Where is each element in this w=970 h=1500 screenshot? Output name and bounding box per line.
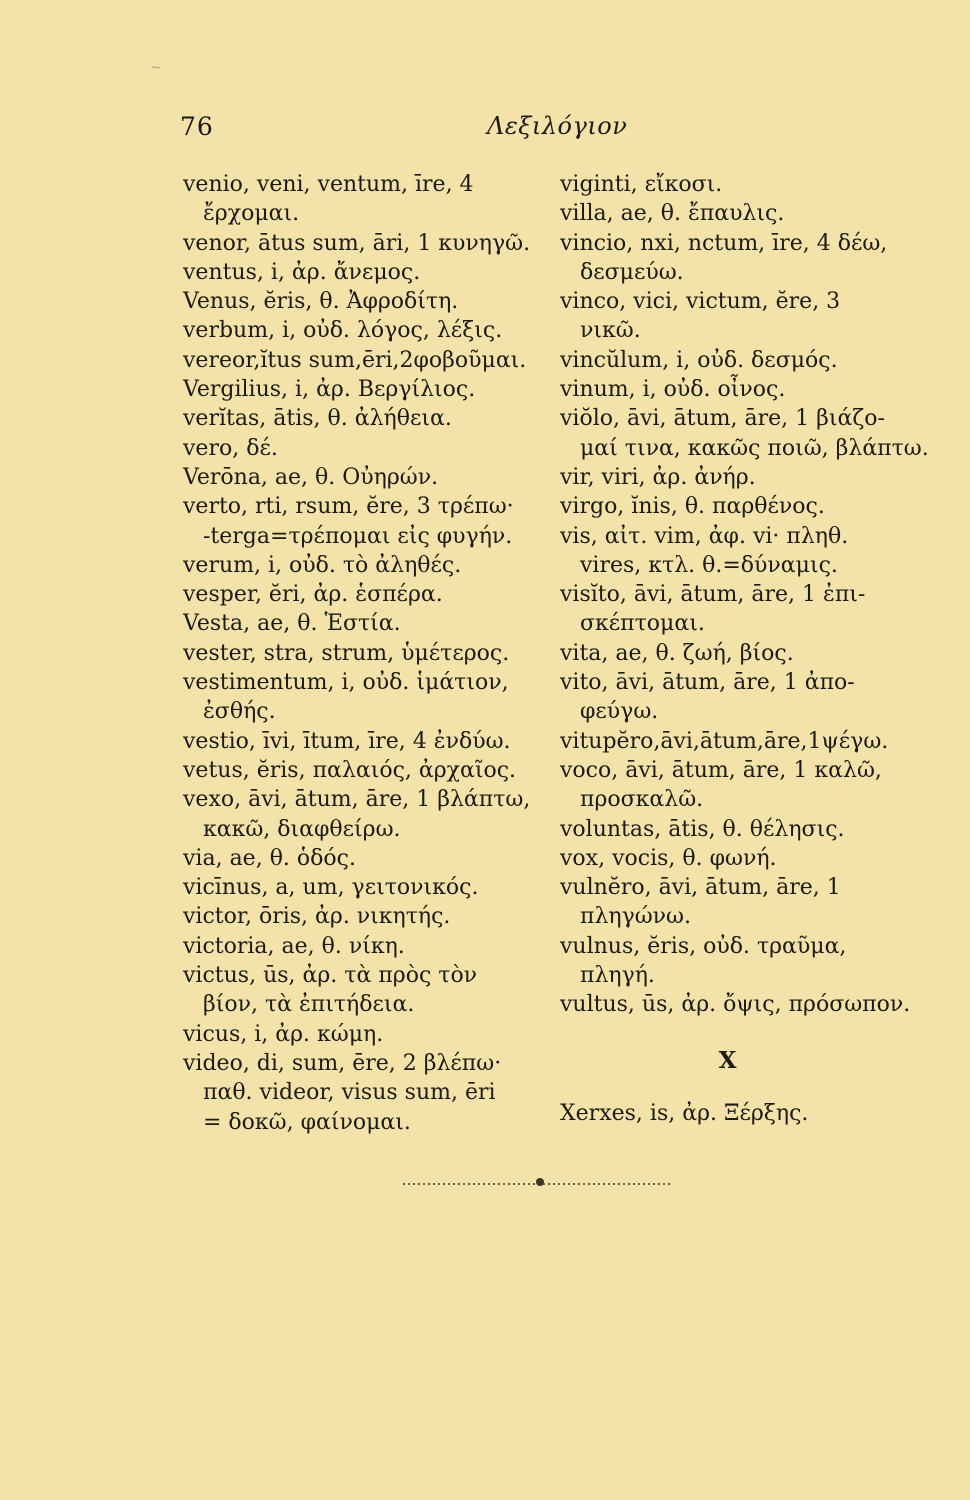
list-item (560, 844, 915, 873)
entry-headword-line: vicus, i, ἀρ. κώμη. (183, 1021, 384, 1047)
dictionary-entry (183, 404, 539, 433)
entry-headword-line: ventus, i, ἀρ. ἄνεμος. (183, 259, 421, 285)
dictionary-entry (183, 902, 539, 931)
entry-headword-line: vero, δέ. (183, 435, 278, 461)
entry-continuation-line: μαί τινα, κακῶς ποιῶ, βλάπτω. (580, 435, 929, 461)
dictionary-entry (560, 170, 915, 199)
dictionary-entry (183, 492, 539, 551)
entry-headword-line: venor, ātus sum, āri, 1 κυνηγῶ. (183, 230, 531, 256)
right-column (560, 170, 929, 1128)
entry-headword-line: vetus, ĕris, παλαιός, ἀρχαῖος. (183, 757, 517, 783)
dictionary-entry (560, 639, 915, 668)
list-item (183, 639, 539, 668)
entry-headword-line: venio, veni, ventum, īre, 4 (183, 172, 474, 197)
entry-headword-line: vulnus, ĕris, οὐδ. τραῦμα, (560, 933, 847, 959)
dictionary-entry (560, 844, 915, 873)
entry-continuation-line: = δοκῶ, φαίνομαι. (203, 1109, 411, 1135)
entry-continuation-line: πληγώνω. (580, 904, 691, 930)
list-item (183, 785, 539, 844)
dictionary-entry (183, 1049, 539, 1137)
entry-headword-line: vestio, īvi, ītum, īre, 4 ἐνδύω. (183, 728, 511, 754)
entry-headword-line: verum, i, οὐδ. τὸ ἀληθές. (183, 552, 462, 578)
entry-continuation-line: προσκαλῶ. (580, 787, 704, 813)
entry-headword-line: vito, āvi, ātum, āre, 1 ἀπο- (560, 670, 855, 696)
entry-continuation-line: νικῶ. (580, 318, 641, 344)
entry-headword-line: Verōna, ae, θ. Οὐηρών. (183, 464, 439, 490)
running-head: Λεξιλόγιον (487, 112, 628, 140)
entry-headword-line: vicīnus, a, um, γειτονικός. (183, 875, 479, 901)
dictionary-entry (560, 492, 915, 521)
entry-headword-line: virgo, ĭnis, θ. παρθένος. (560, 494, 825, 520)
list-item (560, 346, 915, 375)
dictionary-entry (560, 463, 915, 492)
entry-continuation-line: κακῶ, διαφθείρω. (203, 816, 401, 842)
dictionary-entry (183, 639, 539, 668)
dictionary-entry (183, 258, 539, 287)
list-item (183, 609, 539, 638)
entry-headword-line: voco, āvi, ātum, āre, 1 καλῶ, (560, 757, 882, 783)
dictionary-entry (560, 815, 915, 844)
letter-section (560, 1046, 915, 1129)
entry-headword-line: vincŭlum, i, οὐδ. δεσμός. (560, 347, 838, 373)
entry-headword-line: verĭtas, ātis, θ. ἀλήθεια. (183, 406, 452, 432)
entry-headword-line: viginti, εἴκοσι. (560, 172, 723, 197)
dictionary-entry (183, 873, 539, 902)
dictionary-entry (183, 609, 539, 638)
dictionary-entry (183, 1020, 539, 1049)
dictionary-entry (183, 932, 539, 961)
list-item (183, 492, 539, 551)
list-item (183, 902, 539, 931)
entry-headword-line: voluntas, ātis, θ. θέλησις. (560, 816, 845, 842)
entry-headword-line: vitupĕro,āvi,ātum,āre,1ψέγω. (560, 728, 889, 754)
dictionary-entry (560, 727, 915, 756)
list-item (560, 727, 915, 756)
list-item (183, 287, 539, 316)
list-item (183, 170, 539, 229)
entry-continuation-line: -terga=τρέπομαι εἰς φυγήν. (203, 523, 513, 549)
dictionary-entry (560, 668, 915, 727)
list-item (560, 404, 929, 463)
entry-headword-line: vesper, ĕri, ἀρ. ἑσπέρα. (183, 582, 443, 608)
entry-headword-line: victoria, ae, θ. νίκη. (183, 933, 405, 959)
list-item (183, 375, 539, 404)
list-item (560, 873, 915, 932)
list-item (183, 463, 539, 492)
list-item (183, 580, 539, 609)
entry-headword-line: vis, αἰτ. vim, ἀφ. vi· πληθ. (560, 523, 849, 549)
entry-headword-line: vita, ae, θ. ζωή, βίος. (560, 640, 794, 666)
list-item (183, 229, 539, 258)
page-number: 76 (180, 112, 214, 141)
dictionary-entry (560, 756, 915, 815)
dictionary-entry (183, 580, 539, 609)
letter-entries (560, 1099, 915, 1128)
entry-headword-line: vulnĕro, āvi, ātum, āre, 1 (560, 875, 841, 901)
dictionary-entry (183, 375, 539, 404)
list-item (560, 990, 915, 1019)
entry-headword-line: vinco, vici, victum, ĕre, 3 (560, 289, 841, 315)
dictionary-entry (183, 434, 539, 463)
entry-headword-line: vestimentum, i, οὐδ. ἱμάτιον, (183, 670, 509, 696)
list-item (183, 727, 539, 756)
list-item (183, 551, 539, 580)
entry-headword-line: vester, stra, strum, ὑμέτερος. (183, 640, 510, 666)
dictionary-entry (183, 346, 539, 375)
entry-headword-line: viŏlo, āvi, ātum, āre, 1 βιάζο- (560, 406, 885, 432)
dictionary-entry (183, 551, 539, 580)
entry-continuation-line: πληγή. (580, 963, 655, 989)
dictionary-entry (183, 463, 539, 492)
entry-headword-line: verto, rti, rsum, ĕre, 3 τρέπω· (183, 494, 514, 520)
entry-continuation-line: φεύγω. (580, 699, 659, 725)
dictionary-entry (183, 316, 539, 345)
dictionary-entry (183, 229, 539, 258)
entry-headword-line: vir, viri, ἀρ. ἀνήρ. (560, 464, 756, 490)
dictionary-entry (560, 404, 929, 463)
dictionary-entry (560, 199, 915, 228)
dictionary-entry (560, 522, 915, 581)
list-item (560, 815, 915, 844)
entry-headword-line: vereor,ĭtus sum,ēri,2φοβοῦμαι. (183, 347, 527, 373)
dictionary-entry (183, 785, 539, 844)
dictionary-entry (560, 287, 915, 346)
entry-continuation-line: ἐσθής. (203, 699, 276, 725)
list-item (183, 1020, 539, 1049)
list-item (560, 580, 915, 639)
dictionary-entry (560, 990, 915, 1019)
dictionary-entry (183, 844, 539, 873)
dictionary-entry (560, 932, 915, 991)
list-item (560, 668, 915, 727)
entry-headword-line: vinum, i, οὐδ. οἶνος. (560, 377, 786, 403)
entry-headword-line: vexo, āvi, ātum, āre, 1 βλάπτω, (183, 787, 531, 813)
list-item (183, 404, 539, 433)
dictionary-entry (560, 1099, 915, 1128)
list-item (560, 639, 915, 668)
list-item (183, 844, 539, 873)
dictionary-entry (183, 756, 539, 785)
list-item (560, 756, 915, 815)
list-item (183, 316, 539, 345)
list-item (560, 463, 915, 492)
list-item (183, 668, 539, 727)
entry-headword-line: victor, ōris, ἀρ. νικητής. (183, 904, 451, 930)
list-item (183, 961, 539, 1020)
list-item (183, 1049, 539, 1137)
entry-continuation-line: δεσμεύω. (580, 259, 684, 285)
dictionary-entry (560, 229, 915, 288)
dictionary-entry (183, 170, 539, 229)
list-item (560, 932, 915, 991)
entry-headword-line: victus, ūs, ἀρ. τὰ πρὸς τὸν (183, 963, 478, 989)
dictionary-entry (183, 961, 539, 1020)
entry-headword-line: vox, vocis, θ. φωνή. (560, 845, 777, 871)
paper-mark-icon: ~ (150, 60, 162, 76)
dictionary-entry (560, 375, 915, 404)
list-item (183, 434, 539, 463)
list-item (183, 932, 539, 961)
entry-headword-line: Xerxes, is, ἀρ. Ξέρξης. (560, 1100, 809, 1126)
list-item (560, 199, 915, 228)
entry-continuation-line: βίον, τὰ ἐπιτήδεια. (203, 992, 415, 1018)
entry-headword-line: Venus, ĕris, θ. Ἀφροδίτη. (183, 289, 459, 315)
entry-headword-line: video, di, sum, ēre, 2 βλέπω· (183, 1050, 502, 1076)
entry-continuation-line: vires, κτλ. θ.=δύναμις. (580, 552, 838, 578)
list-item (560, 287, 915, 346)
dictionary-entry (183, 668, 539, 727)
dictionary-entry (560, 346, 915, 375)
entry-continuation-line: ἔρχομαι. (203, 201, 300, 227)
list-item (560, 522, 915, 581)
entry-headword-line: Vesta, ae, θ. Ἑστία. (183, 611, 401, 637)
list-item (560, 492, 915, 521)
dictionary-entry (560, 873, 915, 932)
list-item (560, 229, 915, 288)
entry-headword-line: via, ae, θ. ὁδός. (183, 845, 356, 871)
dictionary-entry (183, 287, 539, 316)
entry-headword-line: Vergilius, i, ἀρ. Βεργίλιος. (183, 377, 476, 403)
list-item (183, 346, 539, 375)
closing-ornament-dot-icon (536, 1178, 544, 1186)
entry-headword-line: vultus, ūs, ἀρ. ὄψις, πρόσωπον. (560, 992, 911, 1018)
entry-headword-line: verbum, i, οὐδ. λόγος, λέξις. (183, 318, 503, 344)
dictionary-entry (560, 580, 915, 639)
letter-heading: X (718, 1046, 737, 1074)
list-item (183, 873, 539, 902)
list-item (183, 756, 539, 785)
dictionary-entry (183, 727, 539, 756)
left-column (183, 170, 539, 1137)
list-item (560, 170, 915, 199)
entry-continuation-line: παθ. videor, visus sum, ēri (203, 1080, 496, 1106)
entry-continuation-line: σκέπτομαι. (580, 611, 705, 637)
entry-headword-line: villa, ae, θ. ἔπαυλις. (560, 201, 785, 227)
entry-headword-line: vincio, nxi, nctum, īre, 4 δέω, (560, 230, 888, 256)
list-item (183, 258, 539, 287)
list-item (560, 375, 915, 404)
entry-headword-line: visĭto, āvi, ātum, āre, 1 ἐπι- (560, 582, 866, 608)
